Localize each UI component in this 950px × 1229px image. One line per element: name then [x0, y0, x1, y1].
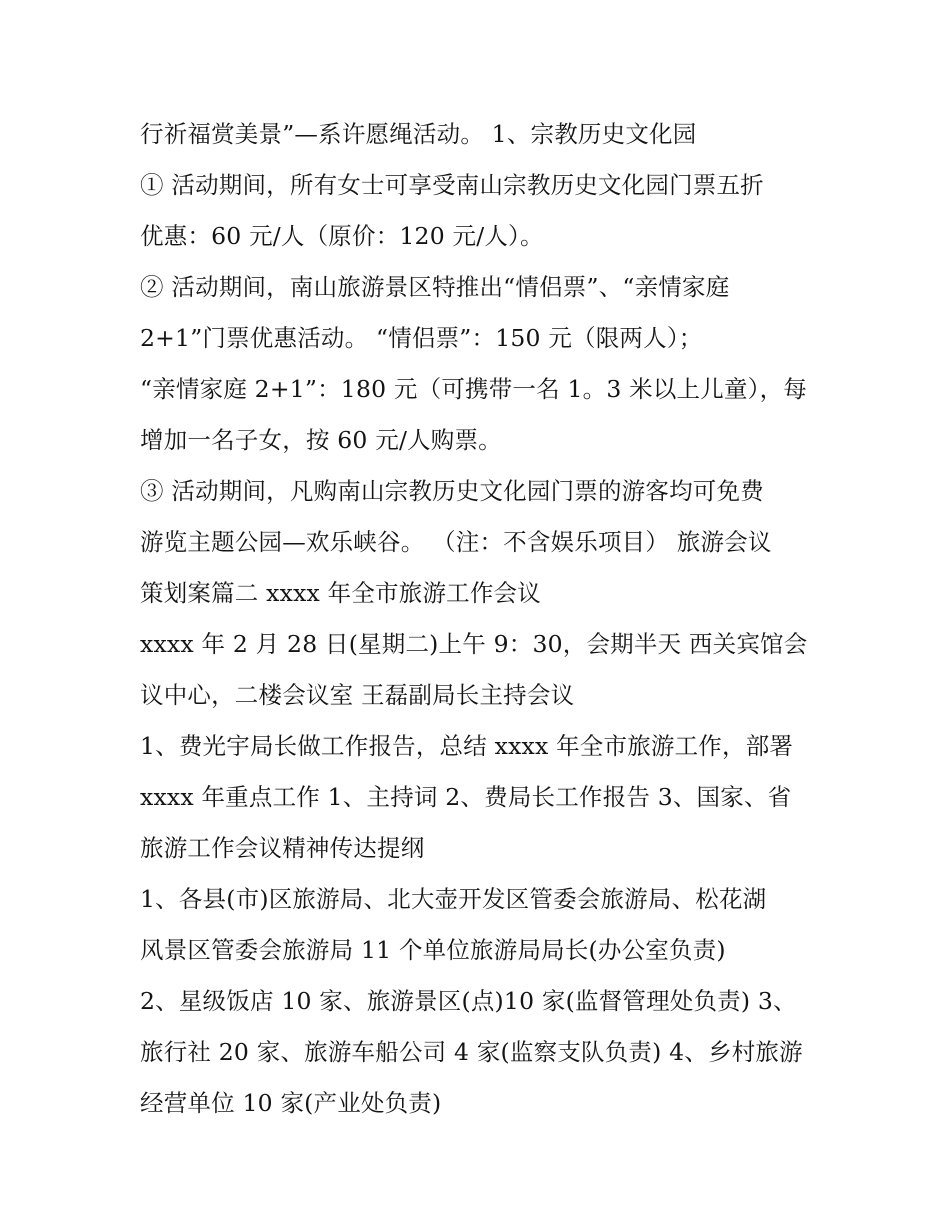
text-line: 经营单位 10 家(产业处负责) [140, 1089, 442, 1117]
text-line: 2+1”门票优惠活动。 “情侣票”：150 元（限两人）； [140, 324, 703, 352]
document-body [140, 109, 820, 1129]
text-line: 风景区管委会旅游局 11 个单位旅游局局长(办公室负责) [140, 936, 726, 964]
text-line: ① 活动期间，所有女士可享受南山宗教历史文化园门票五折 [140, 171, 764, 199]
text-line: ② 活动期间，南山旅游景区特推出“情侣票”、“亲情家庭 [140, 273, 730, 301]
text-line: xxxx 年 2 月 28 日(星期二)上午 9：30，会期半天 西关宾馆会 [140, 630, 808, 658]
text-line: 1、费光宇局长做工作报告，总结 xxxx 年全市旅游工作，部署 [140, 732, 794, 760]
text-line: 议中心，二楼会议室 王磊副局长主持会议 [140, 681, 575, 709]
text-line: ③ 活动期间，凡购南山宗教历史文化园门票的游客均可免费 [140, 477, 764, 505]
text-line: xxxx 年重点工作 1、主持词 2、费局长工作报告 3、国家、省 [140, 783, 792, 811]
text-line: 增加一名子女，按 60 元/人购票。 [140, 426, 502, 454]
text-line: 游览主题公园—欢乐峡谷。 （注：不含娱乐项目） 旅游会议 [140, 528, 772, 556]
text-line: 旅游工作会议精神传达提纲 [140, 834, 425, 862]
text-line: 旅行社 20 家、旅游车船公司 4 家(监察支队负责) 4、乡村旅游 [140, 1038, 803, 1066]
text-line: 策划案篇二 xxxx 年全市旅游工作会议 [140, 579, 541, 607]
text-line: 行祈福赏美景”—系许愿绳活动。 1、宗教历史文化园 [140, 120, 697, 148]
text-line: 1、各县(市)区旅游局、北大壶开发区管委会旅游局、松花湖 [140, 885, 767, 913]
text-line: 优惠：60 元/人（原价：120 元/人）。 [140, 222, 544, 250]
text-line: “亲情家庭 2+1”：180 元（可携带一名 1。3 米以上儿童），每 [140, 375, 808, 403]
text-line: 2、星级饭店 10 家、旅游景区(点)10 家(监督管理处负责) 3、 [140, 987, 797, 1015]
